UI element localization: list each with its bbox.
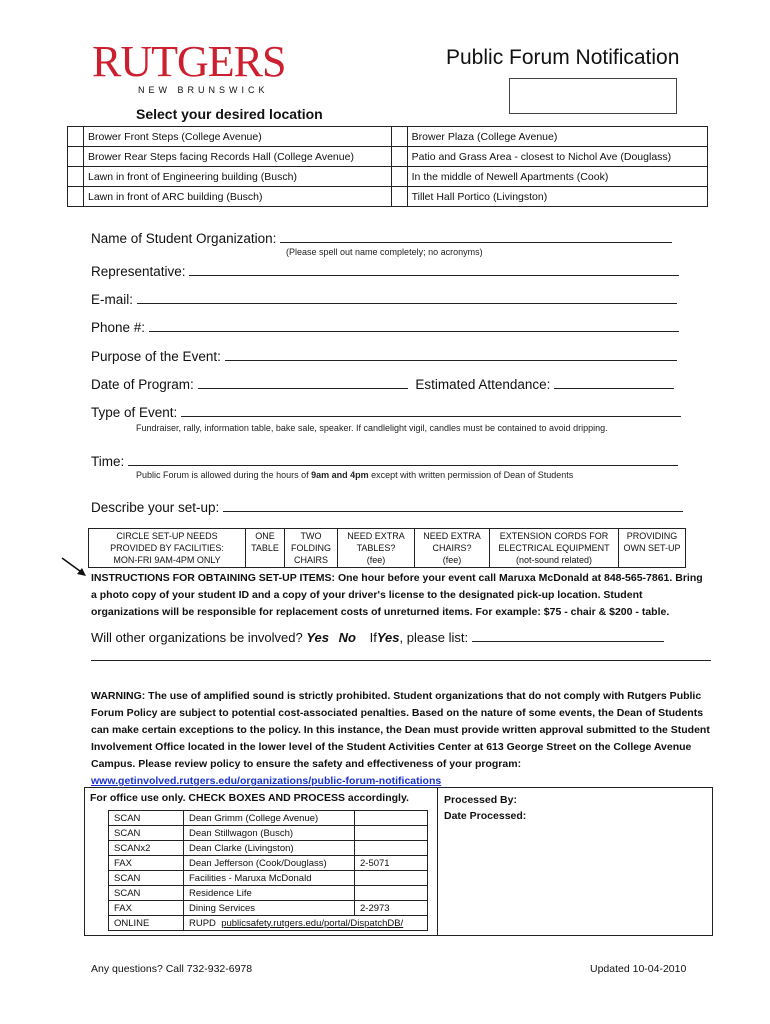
office-recipient: Dean Stillwagon (Busch) (184, 826, 355, 841)
office-recipient: Residence Life (184, 886, 355, 901)
representative-row (91, 262, 679, 279)
other-orgs-row (91, 628, 664, 645)
purpose-label: Purpose of the Event: (91, 349, 221, 364)
page-title: Public Forum Notification (446, 46, 680, 69)
type-label: Type of Event: (91, 405, 178, 420)
location-checkbox[interactable] (391, 167, 407, 187)
office-ext: 2-5071 (355, 856, 428, 871)
rupd-link[interactable]: publicsafety.rutgers.edu/portal/DispatchDB/ (221, 917, 404, 929)
purpose-row (91, 347, 677, 364)
setup-label: Describe your set-up: (91, 500, 220, 515)
processed-by-label: Processed By: (444, 794, 517, 806)
office-ext (355, 871, 428, 886)
setup-extra-chairs[interactable]: NEED EXTRA CHAIRS? (fee) (415, 529, 490, 568)
office-recipient: Dining Services (184, 901, 355, 916)
policy-link[interactable]: www.getinvolved.rutgers.edu/organizations/public-forum-notifications (91, 775, 442, 787)
time-row (91, 452, 678, 469)
office-ext (355, 826, 428, 841)
location-option: Brower Plaza (College Avenue) (407, 127, 707, 147)
location-option: Brower Rear Steps facing Records Hall (College Avenue) (84, 147, 392, 167)
location-option: Brower Front Steps (College Avenue) (84, 127, 392, 147)
setup-instructions: INSTRUCTIONS FOR OBTAINING SET-UP ITEMS: One hour before your event call Maruxa McDonald at 848-565-7861. Bring a photo copy of your student ID and a copy of your driver's license to the designated pick-up location. Student organizations will be responsible for replacement costs of unreturned items. For example: $75 - chair & $200 - table. (91, 572, 703, 618)
divider (91, 660, 711, 661)
date-processed-label: Date Processed: (444, 810, 527, 822)
setup-one-table[interactable]: ONE TABLE (246, 529, 285, 568)
arrow-icon (60, 556, 88, 578)
office-ext: 2-2973 (355, 901, 428, 916)
location-checkbox[interactable] (391, 187, 407, 207)
location-option: Lawn in front of Engineering building (Busch) (84, 167, 392, 187)
rutgers-logo: RUTGERS (92, 37, 286, 86)
date-label: Date of Program: (91, 377, 194, 392)
time-input[interactable] (128, 452, 678, 466)
type-hint: Fundraiser, rally, information table, bake sale, speaker. If candlelight vigil, candles must be contained to avoid dripping. (136, 423, 608, 433)
office-ext (355, 841, 428, 856)
representative-input[interactable] (189, 262, 679, 276)
footer-contact: Any questions? Call 732-932-6978 (91, 963, 253, 975)
logo-subtitle: NEW BRUNSWICK (138, 85, 269, 95)
attendance-input[interactable] (554, 375, 674, 389)
office-method[interactable]: FAX (109, 856, 184, 871)
office-routing-table (108, 810, 428, 931)
purpose-input[interactable] (225, 347, 677, 361)
location-checkbox[interactable] (68, 147, 84, 167)
setup-extra-tables[interactable]: NEED EXTRA TABLES? (fee) (338, 529, 415, 568)
location-checkbox[interactable] (391, 127, 407, 147)
time-label: Time: (91, 454, 125, 469)
setup-input[interactable] (223, 498, 683, 512)
representative-label: Representative: (91, 264, 186, 279)
office-recipient: Dean Jefferson (Cook/Douglass) (184, 856, 355, 871)
phone-label: Phone #: (91, 320, 146, 335)
please-list-label: , please list: (399, 630, 469, 645)
org-name-label: Name of Student Organization: (91, 231, 277, 246)
location-option: In the middle of Newell Apartments (Cook) (407, 167, 707, 187)
processing-fields (444, 792, 526, 824)
office-divider (437, 788, 438, 935)
warning-text: WARNING: The use of amplified sound is strictly prohibited. Student organizations that do not comply with Rutgers Public Forum Policy are subject to potential cost-associated penalties. Based on the nature of some events, the Dean of Students can make certain exceptions to the policy. In this instance, the Dean must provide written approval submitted to the Student Involvement Office located in the lower level of the Student Activities Center at 613 George Street on the College Avenue Campus. Please review policy to ensure the safety and effectiveness of your program: www.getinvolved.rutgers.edu/organizations/public-forum-notifications (91, 690, 710, 787)
office-recipient: Dean Clarke (Livingston) (184, 841, 355, 856)
attendance-label: Estimated Attendance: (415, 377, 551, 392)
location-checkbox[interactable] (391, 147, 407, 167)
time-hint: Public Forum is allowed during the hours of 9am and 4pm except with written permission of Dean of Students (136, 470, 574, 480)
phone-input[interactable] (149, 318, 679, 332)
if-yes-label: Yes (376, 630, 400, 645)
location-checkbox[interactable] (68, 187, 84, 207)
location-heading: Select your desired location (136, 106, 323, 122)
office-method[interactable]: SCAN (109, 811, 184, 826)
email-label: E-mail: (91, 292, 134, 307)
email-input[interactable] (137, 290, 677, 304)
setup-own[interactable]: PROVIDING OWN SET-UP (619, 529, 686, 568)
setup-extension-cords[interactable]: EXTENSION CORDS FOR ELECTRICAL EQUIPMENT (not-sound related) (490, 529, 619, 568)
date-row (91, 375, 674, 392)
type-row (91, 403, 681, 420)
no-option[interactable]: No (338, 630, 356, 645)
location-table (67, 126, 708, 207)
other-orgs-question: Will other organizations be involved? (91, 630, 303, 645)
office-method[interactable]: SCAN (109, 826, 184, 841)
office-recipient: Dean Grimm (College Avenue) (184, 811, 355, 826)
yes-option[interactable]: Yes (306, 630, 330, 645)
setup-options-table (88, 528, 686, 568)
office-method[interactable]: ONLINE (109, 916, 184, 931)
office-stamp-box[interactable] (509, 78, 677, 114)
office-use-box (84, 787, 713, 936)
office-ext (355, 811, 428, 826)
setup-row (91, 498, 683, 515)
location-checkbox[interactable] (68, 167, 84, 187)
office-method[interactable]: SCANx2 (109, 841, 184, 856)
location-option: Patio and Grass Area - closest to Nichol Ave (Douglass) (407, 147, 707, 167)
date-input[interactable] (198, 375, 408, 389)
org-name-row (91, 229, 672, 246)
type-input[interactable] (181, 403, 681, 417)
location-option: Tillet Hall Portico (Livingston) (407, 187, 707, 207)
org-name-input[interactable] (280, 229, 672, 243)
org-name-hint: (Please spell out name completely; no acronyms) (286, 247, 483, 257)
other-orgs-input[interactable] (472, 628, 664, 642)
office-recipient: Facilities - Maruxa McDonald (184, 871, 355, 886)
setup-note: CIRCLE SET-UP NEEDS PROVIDED BY FACILITIES: MON-FRI 9AM-4PM ONLY (89, 529, 246, 568)
if-label: If (369, 630, 377, 645)
setup-two-chairs[interactable]: TWO FOLDING CHAIRS (285, 529, 338, 568)
phone-row (91, 318, 679, 335)
office-heading: For office use only. CHECK BOXES AND PROCESS accordingly. (90, 792, 409, 804)
office-method[interactable]: FAX (109, 901, 184, 916)
office-method[interactable]: SCAN (109, 871, 184, 886)
office-method[interactable]: SCAN (109, 886, 184, 901)
office-recipient: RUPD publicsafety.rutgers.edu/portal/DispatchDB/ (184, 916, 428, 931)
email-row (91, 290, 677, 307)
footer-updated: Updated 10-04-2010 (590, 963, 687, 975)
office-ext (355, 886, 428, 901)
location-option: Lawn in front of ARC building (Busch) (84, 187, 392, 207)
location-checkbox[interactable] (68, 127, 84, 147)
